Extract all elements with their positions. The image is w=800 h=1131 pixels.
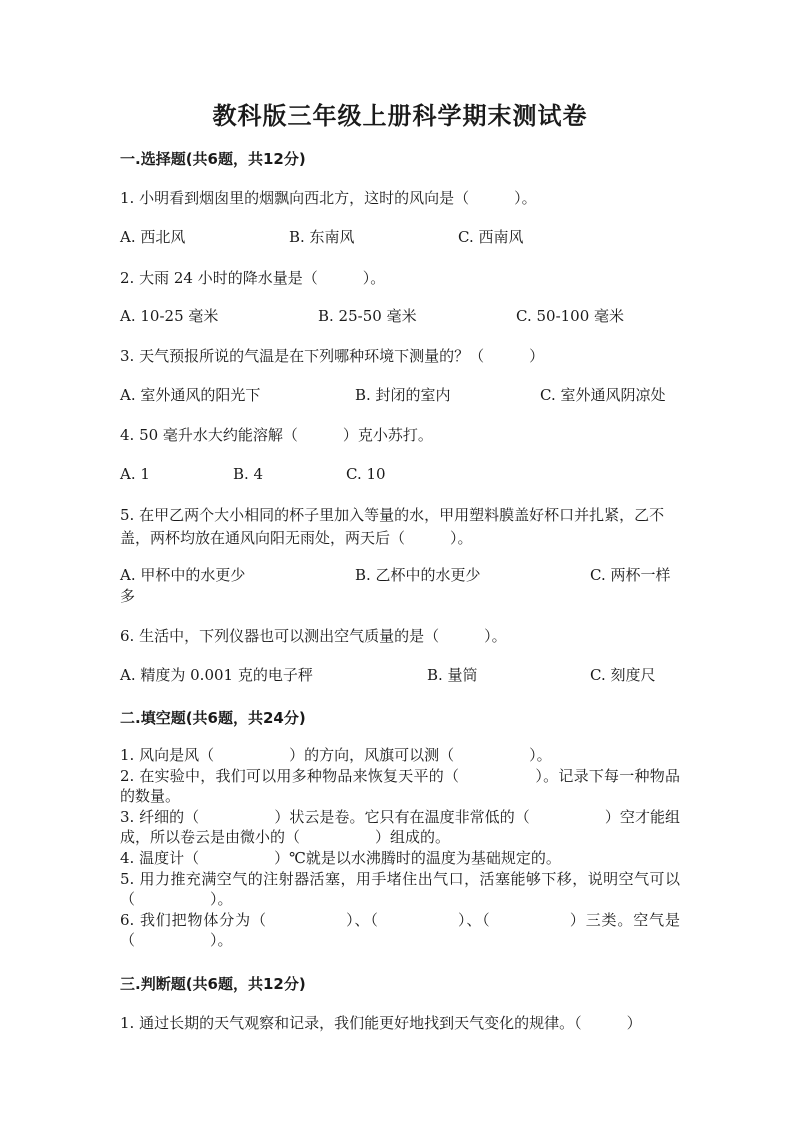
option-c: C. 西南风 [458,228,524,246]
option-c: C. 刻度尺 [590,666,656,684]
fill-question: 5. 用力推充满空气的注射器活塞，用手堵住出气口，活塞能够下移，说明空气可以（ ）。 [120,869,680,909]
option-b: B. 封闭的室内 [355,386,451,404]
option-c: C. 50-100 毫米 [516,307,625,325]
fill-question: 6. 我们把物体分为（ ）、（ ）、（ ）三类。空气是（ ）。 [120,910,680,950]
option-a: A. 甲杯中的水更少 [120,566,246,584]
option-a: A. 1 [120,465,150,483]
option-c: C. 室外通风阴凉处 [540,386,666,404]
fill-question: 1. 风向是风（ ）的方向，风旗可以测（ ）。 [120,746,552,764]
option-b: B. 25-50 毫米 [318,307,417,325]
question-stem: 1. 小明看到烟囱里的烟飘向西北方，这时的风向是（ ）。 [120,189,537,207]
option-b: B. 4 [233,465,264,483]
fill-in-list [120,745,680,951]
option-c: C. 10 [346,465,386,483]
option-a: A. 精度为 0.001 克的电子秤 [120,666,313,684]
question-stem: 6. 生活中，下列仪器也可以测出空气质量的是（ ）。 [120,627,507,645]
section-heading-fill: 二.填空题(共6题，共24分) [120,709,306,727]
option-b: B. 量筒 [427,666,478,684]
fill-question: 4. 温度计（ ）℃就是以水沸腾时的温度为基础规定的。 [120,848,561,867]
judge-question: 1. 通过长期的天气观察和记录，我们能更好地找到天气变化的规律。（ ） [120,1014,642,1032]
option-c-continuation: 多 [120,587,136,605]
question-stem: 5. 在甲乙两个大小相同的杯子里加入等量的水，甲用塑料膜盖好杯口并扎紧，乙不盖，两杯均放在通风向阳无雨处，两天后（ ）。 [120,506,665,547]
fill-question: 2. 在实验中，我们可以用多种物品来恢复天平的（ ）。记录下每一种物品的数量。 [120,766,680,806]
question-stem: 3. 天气预报所说的气温是在下列哪种环境下测量的？（ ） [120,347,545,365]
option-c: C. 两杯一样 [590,566,671,584]
section-heading-choice: 一.选择题(共6题，共12分) [120,150,306,168]
section-heading-judge: 三.判断题(共6题，共12分) [120,975,306,993]
option-b: B. 乙杯中的水更少 [355,566,481,584]
fill-question: 3. 纤细的（ ）状云是卷。它只有在温度非常低的（ ）空才能组成，所以卷云是由微小的（ ）组成的。 [120,807,680,847]
page-title: 教科版三年级上册科学期末测试卷 [212,102,588,130]
question-stem: 4. 50 毫升水大约能溶解（ ）克小苏打。 [120,426,433,444]
option-b: B. 东南风 [289,228,355,246]
option-a: A. 西北风 [120,228,186,246]
option-a: A. 10-25 毫米 [120,307,219,325]
question-stem: 2. 大雨 24 小时的降水量是（ ）。 [120,269,386,287]
option-a: A. 室外通风的阳光下 [120,386,261,404]
